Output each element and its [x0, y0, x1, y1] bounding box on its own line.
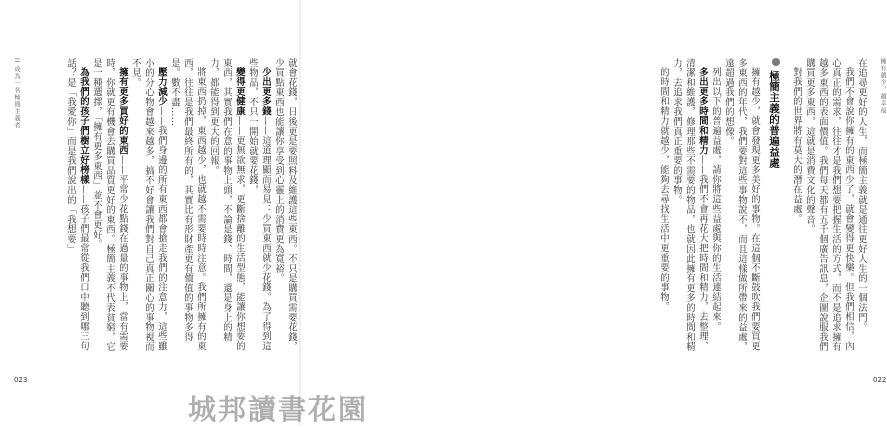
- right-intro-1: [803, 58, 855, 358]
- section-heading-text: 極簡主義的普遍益處: [768, 70, 780, 169]
- left-para-2-lead: 變得更健康: [234, 67, 245, 117]
- right-intro-2: [790, 58, 803, 358]
- left-page: [0, 0, 300, 425]
- right-body-0-text: 擁有越少，就會發現更多美好的事物。在這個不斷鼓吹我們要買更多東西的年代，我們要對這些事物說不，而且這樣做所帶來的益處，遠超過我們的想像。: [723, 58, 760, 352]
- watermark-logo: [188, 388, 368, 428]
- right-intro-0-text: 在追尋更好的人生，而極簡主義就是通往更好人生的一個法門。: [856, 58, 867, 333]
- right-intro-0: [855, 58, 868, 358]
- right-page: [300, 0, 887, 425]
- left-para-6: [64, 58, 90, 358]
- right-body-2: [670, 58, 709, 358]
- left-para-3: [168, 58, 207, 358]
- left-para-5-lead: 擁有更多買好的東西: [117, 67, 128, 156]
- right-intro-1-text: 我們不會說你擁有的東西少了，就會變得更快樂。但我們相信，內心真正的需求，往往才是我們想要把握生活的方式，而不是追求擁有越多東西的表面價值。我們每天都有五千個廣告訊息，企圖說服我們購買更多東西，這就是消費文化的聲音。: [804, 58, 854, 352]
- right-body-1: [709, 58, 722, 358]
- left-para-0: [272, 58, 298, 358]
- section-heading: [767, 58, 780, 358]
- left-page-number: 023: [14, 376, 28, 384]
- left-para-1-text: ——這道理顯而易見：少買東西就少花錢。為了得到這些物品，不只一開始就要花錢，: [247, 58, 271, 352]
- left-para-6-lead: 為我們的孩子們樹立好榜樣: [78, 67, 89, 185]
- right-intro-2-text: 對我們的世界將有莫大的潛在益處。: [791, 67, 802, 225]
- right-body-1-text: 列出以下的普遍益處，請你將這些益處與你的生活連結起來。: [710, 67, 721, 332]
- left-para-5-text: ——平常少花點錢在過量的事物上，當有需要時，你就更有機會去購買品質更好的東西。極簡主義不代表貧窮，它是一種選擇，「擁有更多東西」並不會更好。: [91, 58, 128, 352]
- right-page-body: [600, 58, 868, 358]
- left-para-6-text: ——孩子們最常從我們口中聽到哪三句話？是「我愛你」而是我們說出的「我想要」: [65, 58, 89, 352]
- right-body-3: [657, 58, 670, 358]
- section-bullet-icon: [772, 58, 780, 66]
- left-para-5: [90, 58, 129, 358]
- left-para-1: [246, 58, 272, 358]
- left-running-head: [12, 58, 21, 129]
- left-para-2: [207, 58, 246, 358]
- left-para-4-text: ——我們身邊的所有東西都會搶走我們的注意力，這些雖小的分心物會越來越多，搞不好會讓我們對自己真正關心的事物視而不見。: [130, 58, 167, 352]
- left-running-head-text: 成為一名極簡主義者: [13, 66, 20, 130]
- right-body-0: [722, 58, 761, 358]
- right-body-2-text: ——我們不會再花大把時間和精力，去整理、清潔和維護，修理那些不需要的物品，也就因此擁有更多的時間和精力，去追求我們真正重要的事物。: [671, 58, 708, 352]
- left-para-2-text: ——更無欲無求，更斷捨離的生活型態，能讓你想要的東西，其實我們在意的事物上頭，不論是錢、時間，還是身上的精力，都能得到更大的回報。: [208, 58, 245, 352]
- right-body-3-text: 的時間和精力就越少，能夠去尋找生活中更重要的事物。: [658, 67, 669, 313]
- left-page-mark: II: [13, 58, 20, 64]
- left-para-4-lead: 壓力減少: [156, 67, 167, 107]
- left-para-3-text: 將東西扔掉，東西越少，也就越不需要時時注意。我們所擁有的東西，往往是我們最終所有的，其實比有形財產更有價值的事物多得是。數不盡……: [169, 58, 206, 352]
- right-running-head: 擁有越少，越幸福: [879, 58, 886, 114]
- right-body-2-lead: 多出更多時間和精力: [697, 67, 708, 156]
- left-para-0-text: 就會花錢，日後更是要照料及維護這些東西。不只是購買需要花錢，少買點東西也能讓你享受到心靈上的消費更為寬裕。: [273, 58, 297, 352]
- left-page-body: [28, 58, 298, 358]
- left-para-1-lead: 少出更多錢: [260, 67, 271, 117]
- right-page-number: 022: [873, 376, 887, 384]
- left-para-4: [129, 58, 168, 358]
- watermark-text: 城邦讀書花園: [188, 393, 369, 426]
